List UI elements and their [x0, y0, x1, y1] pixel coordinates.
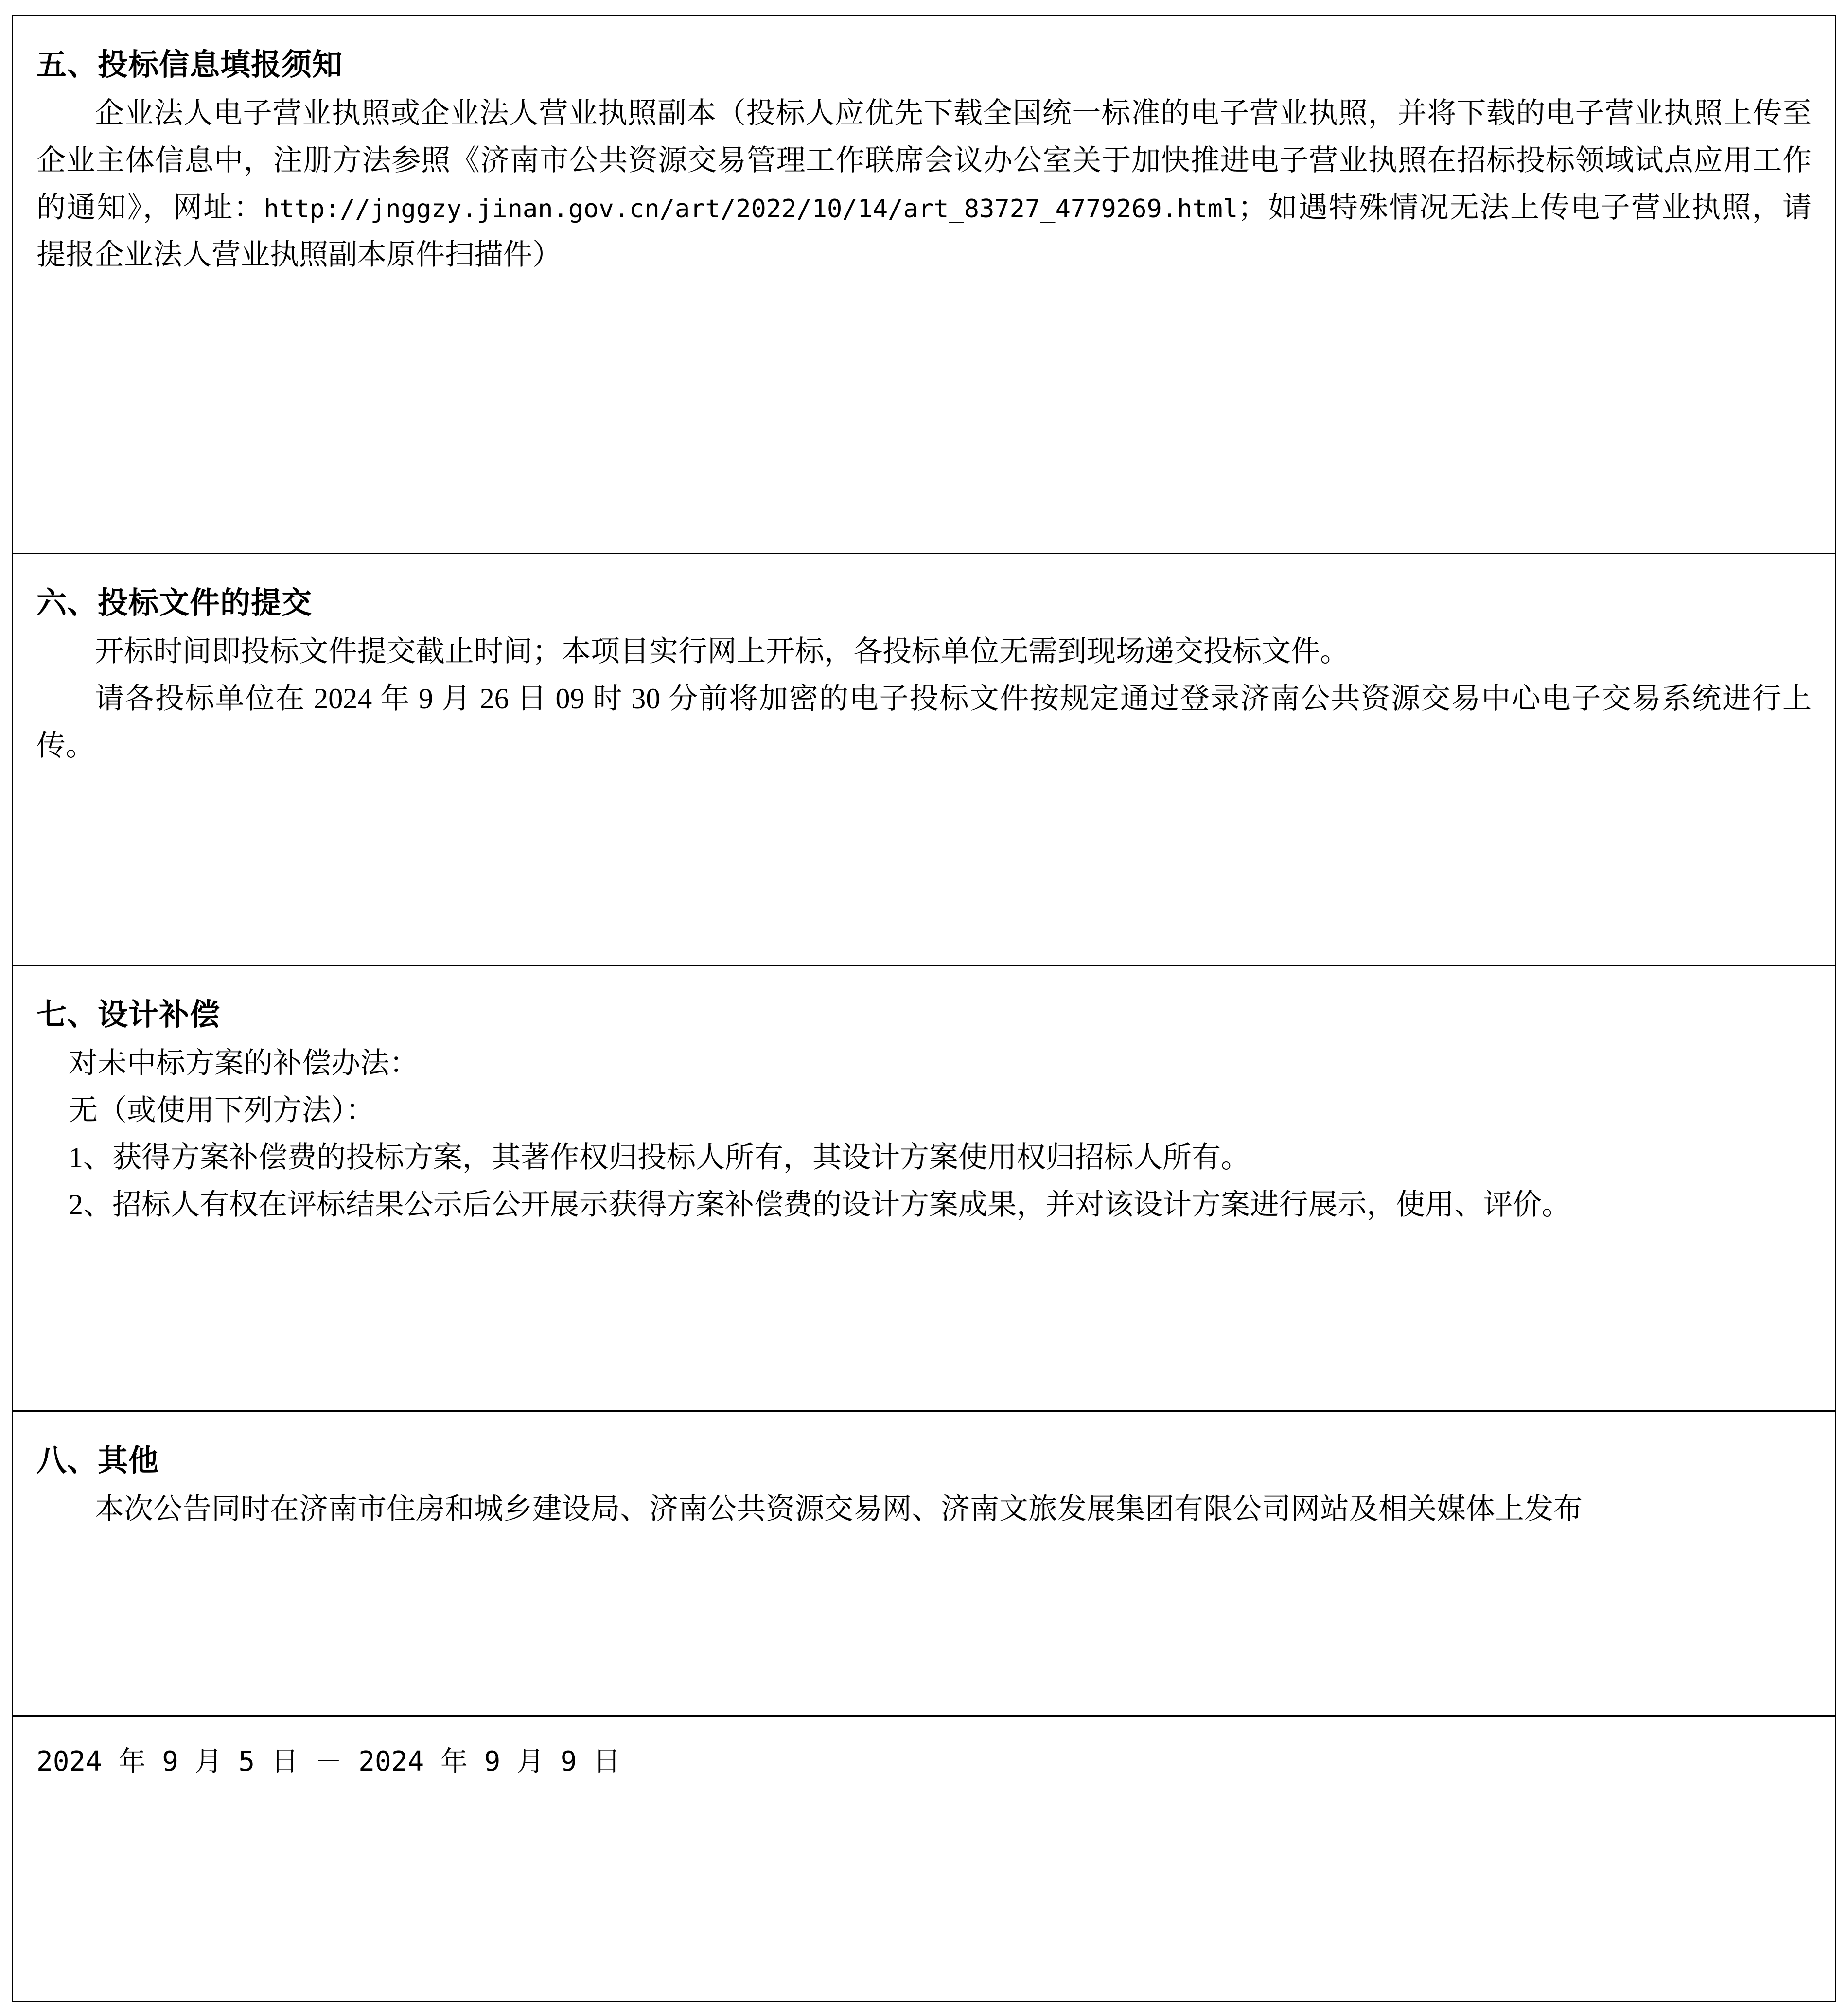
section-5-title: 五、投标信息填报须知	[36, 47, 343, 82]
table-row	[13, 966, 1836, 1411]
section-6-cell	[13, 554, 1836, 966]
table-row	[13, 1411, 1836, 1716]
footer-cell	[13, 1716, 1836, 2002]
table-row	[13, 16, 1836, 554]
section-8-cell	[13, 1411, 1836, 1716]
publish-date-range: 2024 年 9 月 5 日 － 2024 年 9 月 9 日	[36, 1746, 621, 1777]
section-6-paragraph-2: 请各投标单位在 2024 年 9 月 26 日 09 时 30 分前将加密的电子投标文件按规定通过登录济南公共资源交易中心电子交易系统进行上传。	[36, 682, 1812, 762]
table-row	[13, 1716, 1836, 2002]
section-8-paragraph-1: 本次公告同时在济南市住房和城乡建设局、济南公共资源交易网、济南文旅发展集团有限公司网站及相关媒体上发布	[95, 1493, 1583, 1525]
section-7-title: 七、设计补偿	[36, 997, 221, 1032]
section-6-paragraph-1: 开标时间即投标文件提交截止时间；本项目实行网上开标，各投标单位无需到现场递交投标文件。	[95, 635, 1349, 667]
section-8-title: 八、其他	[36, 1442, 159, 1478]
section-7-paragraph-4: 2、招标人有权在评标结果公示后公开展示获得方案补偿费的设计方案成果，并对该设计方案进行展示，使用、评价。	[69, 1189, 1571, 1221]
section-7-paragraph-1: 对未中标方案的补偿办法：	[69, 1047, 419, 1079]
section-7-cell	[13, 966, 1836, 1411]
section-5-paragraph	[36, 90, 1812, 279]
section-5-text-tail: ；如遇特殊情况无法上传电子营业执照，请提报企业法人营业执照副本原件扫描件）	[36, 192, 1812, 271]
document-table	[12, 15, 1836, 2002]
electronic-license-notice-url: http://jnggzy.jinan.gov.cn/art/2022/10/14/art_83727_4779269.html	[264, 194, 1238, 224]
section-7-paragraph-3: 1、获得方案补偿费的投标方案，其著作权归投标人所有，其设计方案使用权归招标人所有。	[69, 1141, 1250, 1174]
table-row	[13, 554, 1836, 966]
section-6-title: 六、投标文件的提交	[36, 585, 313, 620]
section-7-paragraph-2: 无（或使用下列方法）：	[69, 1094, 375, 1126]
section-5-text-lead: 企业法人电子营业执照或企业法人营业执照副本（投标人应优先下载全国统一标准的电子营业执照，并将下载的电子营业执照上传至企业主体信息中，注册方法参照《济南市公共资源交易管理工作联席会议办公室关于加快推进电子营业执照在招标投标领域试点应用工作的通知》，网址：	[36, 97, 1812, 224]
section-5-cell	[13, 16, 1836, 554]
